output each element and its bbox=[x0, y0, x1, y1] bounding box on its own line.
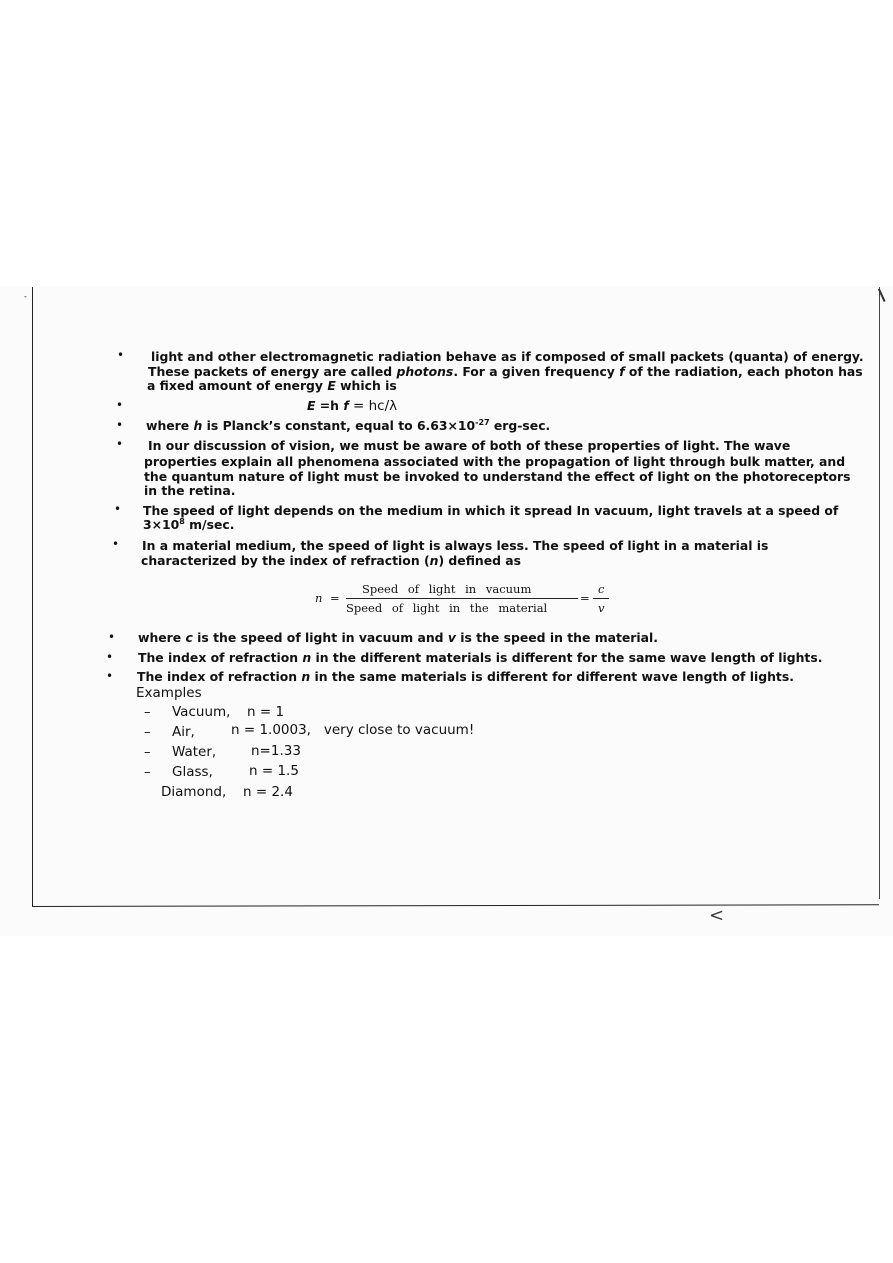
example-water-value: n=1.33 bbox=[251, 743, 301, 759]
photons-line-2: These packets of energy are called photons. For a given frequency f of the radiation, each photon has bbox=[148, 364, 863, 379]
vision-line-3: the quantum nature of light must be invoked to understand the effect of light on the photoreceptors bbox=[144, 469, 851, 484]
top-left-mark: ˗ bbox=[24, 292, 27, 302]
formula-equals: = bbox=[580, 591, 590, 605]
index-different-materials-text: The index of refraction n in the different materials is different for the same wave length of lights. bbox=[138, 650, 823, 665]
formula-numerator: Speed of light in vacuum bbox=[362, 582, 532, 596]
vision-line-4: in the retina. bbox=[144, 483, 236, 498]
example-glass-name: Glass, bbox=[172, 764, 213, 780]
dash-icon: – bbox=[144, 705, 151, 720]
example-diamond-value: n = 2.4 bbox=[243, 784, 293, 800]
photons-line-1: light and other electromagnetic radiation behave as if composed of small packets (quanta) of energy. bbox=[151, 349, 864, 364]
example-vacuum-name: Vacuum, bbox=[172, 704, 231, 720]
formula-lhs: n bbox=[315, 591, 323, 605]
frame-left-border bbox=[32, 287, 33, 907]
bullet-icon: • bbox=[108, 630, 116, 644]
bullet-icon: • bbox=[117, 348, 125, 362]
bullet-icon: • bbox=[106, 650, 114, 664]
frame-right-border bbox=[879, 287, 880, 899]
example-glass-value: n = 1.5 bbox=[249, 763, 299, 779]
photons-line-3: a fixed amount of energy E which is bbox=[147, 378, 397, 393]
bullet-icon: • bbox=[116, 418, 124, 432]
dash-icon: – bbox=[144, 745, 151, 760]
energy-equation: E =h f = hc/λ bbox=[307, 398, 398, 414]
fraction-bar bbox=[346, 598, 578, 599]
formula-denominator: Speed of light in the material bbox=[346, 601, 548, 615]
speed-line-1: The speed of light depends on the medium in which it spread In vacuum, light travels at a speed of bbox=[143, 503, 839, 518]
bullet-icon: • bbox=[116, 437, 124, 451]
refraction-index-formula bbox=[300, 582, 620, 616]
speed-line-2: $3\times 10^8$ m/sec. bbox=[143, 516, 235, 532]
bullet-icon: • bbox=[112, 537, 120, 551]
formula-rhs-denominator: v bbox=[598, 601, 605, 615]
bullet-icon: • bbox=[114, 502, 122, 516]
medium-line-1: In a material medium, the speed of light is always less. The speed of light in a material is bbox=[142, 538, 769, 553]
formula-rhs-numerator: c bbox=[598, 582, 605, 596]
example-air-name: Air, bbox=[172, 724, 195, 740]
example-air-value: n = 1.0003, very close to vacuum! bbox=[231, 722, 475, 738]
index-same-materials-text: The index of refraction n in the same materials is different for different wave length of lights. bbox=[137, 669, 794, 684]
formula-equals: = bbox=[330, 591, 340, 605]
medium-line-2: characterized by the index of refraction (n) defined as bbox=[141, 553, 522, 568]
vision-line-1: In our discussion of vision, we must be aware of both of these properties of light. The wave bbox=[148, 438, 791, 453]
example-vacuum-value: n = 1 bbox=[247, 704, 285, 720]
dash-icon: – bbox=[144, 725, 151, 740]
handwritten-mark: < bbox=[709, 905, 725, 926]
bullet-icon: • bbox=[116, 398, 124, 412]
planck-constant-text: where h is Planck’s constant, equal to $6.63\times 10^{-27}$ erg-sec. bbox=[146, 417, 551, 433]
dash-icon: – bbox=[144, 765, 151, 780]
where-c-text: where c is the speed of light in vacuum and v is the speed in the material. bbox=[138, 630, 658, 645]
example-water-name: Water, bbox=[172, 744, 217, 760]
bullet-icon: • bbox=[106, 669, 114, 683]
example-diamond-name: Diamond, bbox=[161, 784, 227, 800]
vision-line-2: properties explain all phenomena associated with the propagation of light through bulk matter, and bbox=[144, 454, 846, 469]
fraction-bar bbox=[593, 598, 609, 599]
examples-heading: Examples bbox=[136, 685, 202, 701]
